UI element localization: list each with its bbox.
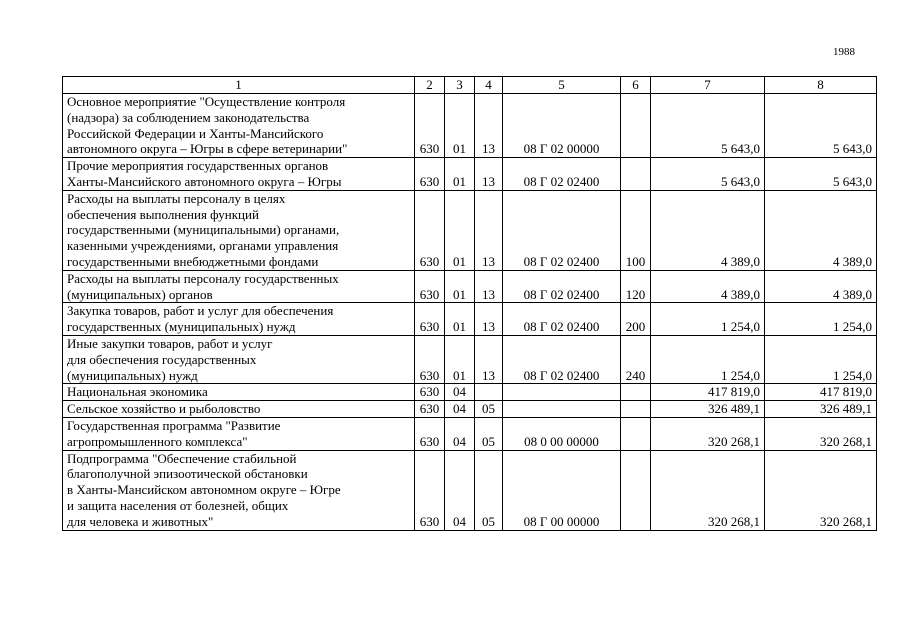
table-row xyxy=(63,384,877,401)
target-article-cell xyxy=(503,384,621,401)
amount-cell: 4 389,0 xyxy=(651,190,765,270)
admin-code-cell: 630 xyxy=(415,450,445,530)
column-header: 4 xyxy=(475,77,503,94)
row-name-line: в Ханты-Мансийском автономном округе – Югре xyxy=(67,482,341,498)
row-name-line: обеспечения выполнения функций xyxy=(67,206,259,222)
subsection-cell: 13 xyxy=(475,158,503,191)
table-row xyxy=(63,158,877,191)
subsection-cell xyxy=(475,384,503,401)
expense-type-cell: 200 xyxy=(621,303,651,336)
expense-type-cell xyxy=(621,158,651,191)
section-cell: 01 xyxy=(445,270,475,303)
section-cell: 01 xyxy=(445,190,475,270)
target-article-cell: 08 Г 02 02400 xyxy=(503,158,621,191)
row-name-cell xyxy=(63,384,415,401)
amount-cell: 1 254,0 xyxy=(651,335,765,383)
row-name-line: благополучной эпизоотической обстановки xyxy=(67,466,308,482)
column-header: 2 xyxy=(415,77,445,94)
amount-total-cell: 320 268,1 xyxy=(765,417,877,450)
page-number: 1988 xyxy=(833,46,855,58)
target-article-cell: 08 Г 02 02400 xyxy=(503,270,621,303)
admin-code-cell: 630 xyxy=(415,94,445,158)
row-name-cell xyxy=(63,303,415,336)
target-article-cell: 08 Г 02 02400 xyxy=(503,335,621,383)
subsection-cell: 13 xyxy=(475,335,503,383)
section-cell: 01 xyxy=(445,303,475,336)
row-name-cell xyxy=(63,270,415,303)
row-name-line: для обеспечения государственных xyxy=(67,351,257,367)
amount-total-cell: 1 254,0 xyxy=(765,335,877,383)
row-name-line: Расходы на выплаты персоналу государственных xyxy=(67,270,339,286)
table-row xyxy=(63,335,877,383)
amount-total-cell: 4 389,0 xyxy=(765,270,877,303)
amount-cell: 5 643,0 xyxy=(651,94,765,158)
row-name-line: Подпрограмма "Обеспечение стабильной xyxy=(67,450,297,466)
row-name-line: Национальная экономика xyxy=(67,384,208,400)
expense-type-cell: 120 xyxy=(621,270,651,303)
row-name-line: и защита населения от болезней, общих xyxy=(67,497,289,513)
row-name-line: агропромышленного комплекса" xyxy=(67,433,248,449)
section-cell: 04 xyxy=(445,384,475,401)
admin-code-cell: 630 xyxy=(415,401,445,418)
amount-total-cell: 326 489,1 xyxy=(765,401,877,418)
row-name-cell xyxy=(63,94,415,158)
row-name-line: Иные закупки товаров, работ и услуг xyxy=(67,335,273,351)
row-name-cell xyxy=(63,158,415,191)
expense-type-cell: 240 xyxy=(621,335,651,383)
target-article-cell xyxy=(503,401,621,418)
amount-cell: 326 489,1 xyxy=(651,401,765,418)
row-name-line: для человека и животных" xyxy=(67,513,214,529)
table-row xyxy=(63,417,877,450)
row-name-line: Прочие мероприятия государственных органов xyxy=(67,158,329,174)
admin-code-cell: 630 xyxy=(415,158,445,191)
table-row xyxy=(63,190,877,270)
target-article-cell: 08 Г 02 02400 xyxy=(503,303,621,336)
section-cell: 01 xyxy=(445,94,475,158)
amount-cell: 320 268,1 xyxy=(651,450,765,530)
amount-total-cell: 417 819,0 xyxy=(765,384,877,401)
target-article-cell: 08 Г 02 02400 xyxy=(503,190,621,270)
subsection-cell: 05 xyxy=(475,450,503,530)
row-name-cell xyxy=(63,417,415,450)
expense-type-cell xyxy=(621,384,651,401)
column-header: 3 xyxy=(445,77,475,94)
amount-cell: 320 268,1 xyxy=(651,417,765,450)
row-name-cell xyxy=(63,190,415,270)
target-article-cell: 08 Г 02 00000 xyxy=(503,94,621,158)
budget-table xyxy=(62,76,877,531)
row-name-cell xyxy=(63,401,415,418)
expense-type-cell xyxy=(621,417,651,450)
amount-cell: 5 643,0 xyxy=(651,158,765,191)
expense-type-cell xyxy=(621,450,651,530)
row-name-cell xyxy=(63,450,415,530)
row-name-line: государственными (муниципальными) органами, xyxy=(67,222,340,238)
row-name-line: Российской Федерации и Ханты-Мансийского xyxy=(67,125,324,141)
table-row xyxy=(63,94,877,158)
amount-cell: 417 819,0 xyxy=(651,384,765,401)
table-row xyxy=(63,270,877,303)
amount-total-cell: 5 643,0 xyxy=(765,94,877,158)
subsection-cell: 05 xyxy=(475,417,503,450)
row-name-line: Закупка товаров, работ и услуг для обеспечения xyxy=(67,303,334,319)
subsection-cell: 13 xyxy=(475,303,503,336)
row-name-line: Основное мероприятие "Осуществление контроля xyxy=(67,94,346,109)
column-header: 8 xyxy=(765,77,877,94)
admin-code-cell: 630 xyxy=(415,190,445,270)
subsection-cell: 13 xyxy=(475,190,503,270)
admin-code-cell: 630 xyxy=(415,303,445,336)
amount-total-cell: 320 268,1 xyxy=(765,450,877,530)
row-name-line: казенными учреждениями, органами управления xyxy=(67,238,339,254)
section-cell: 04 xyxy=(445,450,475,530)
table-row xyxy=(63,401,877,418)
table-row xyxy=(63,303,877,336)
row-name-line: (муниципальных) нужд xyxy=(67,367,198,383)
admin-code-cell: 630 xyxy=(415,384,445,401)
expense-type-cell xyxy=(621,401,651,418)
column-header: 1 xyxy=(63,77,415,94)
row-name-line: автономного округа – Югры в сфере ветеринарии" xyxy=(67,141,348,157)
row-name-line: (надзора) за соблюдением законодательства xyxy=(67,109,310,125)
subsection-cell: 13 xyxy=(475,270,503,303)
row-name-line: (муниципальных) органов xyxy=(67,286,213,302)
section-cell: 01 xyxy=(445,335,475,383)
table-body xyxy=(63,94,877,531)
expense-type-cell: 100 xyxy=(621,190,651,270)
target-article-cell: 08 0 00 00000 xyxy=(503,417,621,450)
row-name-line: Сельское хозяйство и рыболовство xyxy=(67,401,261,417)
expense-type-cell xyxy=(621,94,651,158)
column-header: 5 xyxy=(503,77,621,94)
table-header-row xyxy=(63,77,877,94)
row-name-cell xyxy=(63,335,415,383)
admin-code-cell: 630 xyxy=(415,335,445,383)
table-row xyxy=(63,450,877,530)
row-name-line: Ханты-Мансийского автономного округа – Югры xyxy=(67,173,342,189)
section-cell: 01 xyxy=(445,158,475,191)
target-article-cell: 08 Г 00 00000 xyxy=(503,450,621,530)
row-name-line: Государственная программа "Развитие xyxy=(67,417,281,433)
section-cell: 04 xyxy=(445,417,475,450)
row-name-line: государственными внебюджетными фондами xyxy=(67,253,319,269)
row-name-line: Расходы на выплаты персоналу в целях xyxy=(67,190,286,206)
admin-code-cell: 630 xyxy=(415,417,445,450)
amount-total-cell: 4 389,0 xyxy=(765,190,877,270)
amount-total-cell: 1 254,0 xyxy=(765,303,877,336)
row-name-line: государственных (муниципальных) нужд xyxy=(67,319,296,335)
amount-cell: 1 254,0 xyxy=(651,303,765,336)
admin-code-cell: 630 xyxy=(415,270,445,303)
subsection-cell: 13 xyxy=(475,94,503,158)
amount-cell: 4 389,0 xyxy=(651,270,765,303)
section-cell: 04 xyxy=(445,401,475,418)
amount-total-cell: 5 643,0 xyxy=(765,158,877,191)
subsection-cell: 05 xyxy=(475,401,503,418)
column-header: 7 xyxy=(651,77,765,94)
column-header: 6 xyxy=(621,77,651,94)
